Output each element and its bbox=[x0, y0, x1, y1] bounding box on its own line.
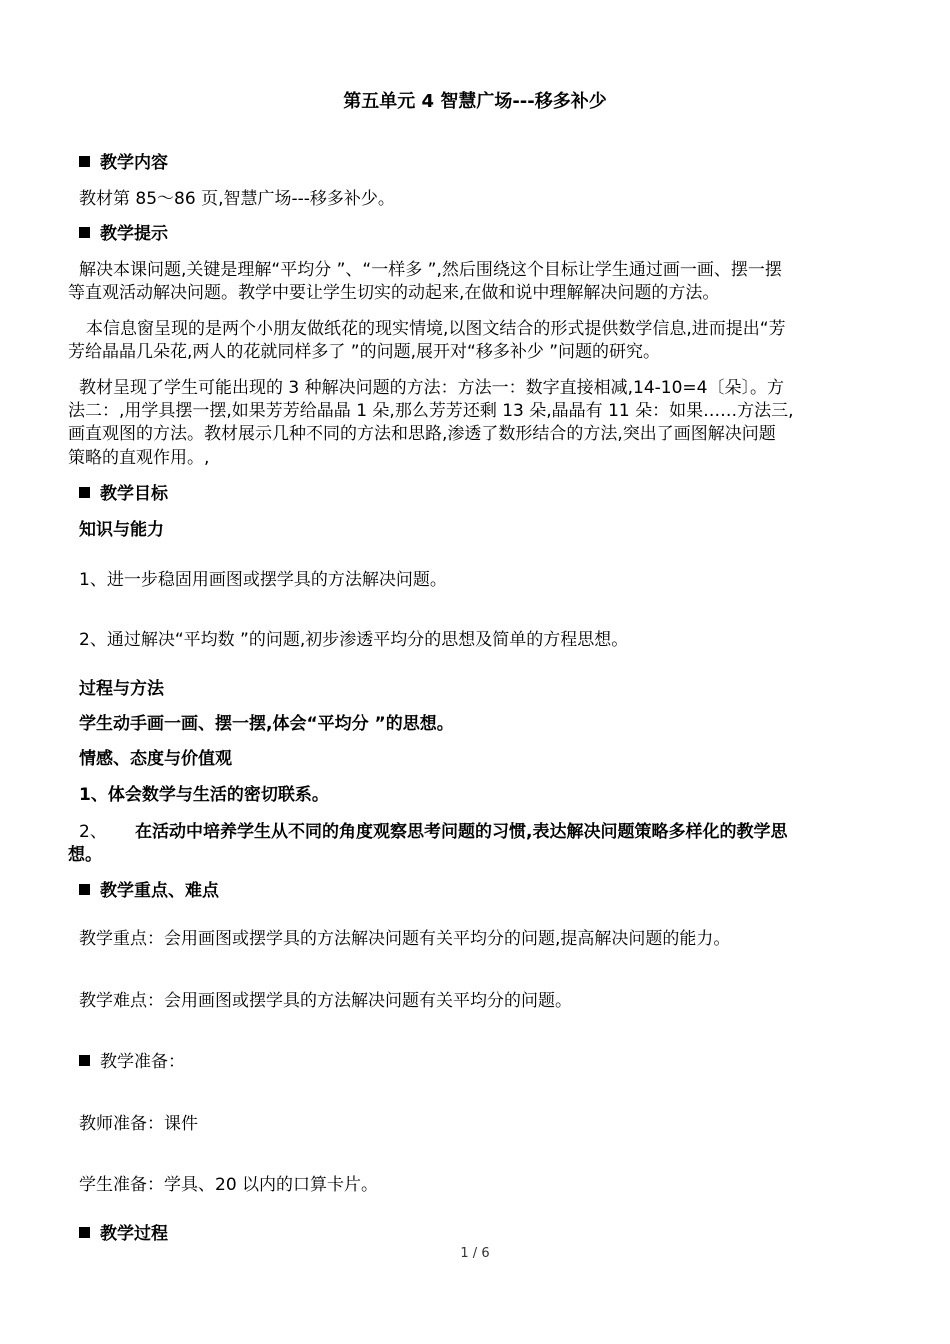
emotion-item-2-number: 2、 bbox=[79, 822, 107, 842]
knowledge-heading: 知识与能力 bbox=[79, 520, 164, 540]
section-heading-key-points: 教学重点、难点 bbox=[79, 876, 219, 901]
emotion-heading: 情感、态度与价值观 bbox=[79, 749, 232, 769]
hint-paragraph-3-line-2: 法二：,用学具摆一摆,如果芳芳给晶晶 1 朵,那么芳芳还剩 13 朵,晶晶有 11 朵：如果……方法三, bbox=[68, 401, 794, 421]
hint-paragraph-2-line-1: 本信息窗呈现的是两个小朋友做纸花的现实情境,以图文结合的形式提供数学信息,进而提出“芳 bbox=[86, 319, 786, 339]
process-method-heading: 过程与方法 bbox=[79, 679, 164, 699]
difficult-point-text: 教学难点：会用画图或摆学具的方法解决问题有关平均分的问题。 bbox=[79, 991, 572, 1011]
hint-paragraph-3-line-1: 教材呈现了学生可能出现的 3 种解决问题的方法：方法一：数字直接相减,14-10=4〔朵〕。方 bbox=[79, 378, 784, 398]
document-title: 第五单元 4 智慧广场---移多补少 bbox=[343, 91, 607, 112]
square-bullet-icon bbox=[79, 156, 90, 167]
content-text: 教材第 85～86 页,智慧广场---移多补少。 bbox=[79, 189, 395, 209]
knowledge-item-2: 2、通过解决“平均数 ”的问题,初步渗透平均分的思想及简单的方程思想。 bbox=[79, 630, 629, 650]
key-point-text: 教学重点：会用画图或摆学具的方法解决问题有关平均分的问题,提高解决问题的能力。 bbox=[79, 929, 731, 949]
square-bullet-icon bbox=[79, 1227, 90, 1238]
square-bullet-icon bbox=[79, 227, 90, 238]
emotion-item-2-continuation: 想。 bbox=[68, 845, 102, 865]
knowledge-item-1: 1、进一步稳固用画图或摆学具的方法解决问题。 bbox=[79, 570, 447, 590]
hint-paragraph-1-line-1: 解决本课问题,关键是理解“平均分 ”、“一样多 ”,然后围绕这个目标让学生通过画一画、摆一摆 bbox=[79, 260, 782, 280]
section-heading-hints: 教学提示 bbox=[79, 219, 168, 244]
section-heading-preparation: 教学准备： bbox=[79, 1047, 185, 1072]
section-heading-goals: 教学目标 bbox=[79, 479, 168, 504]
page-number: 1 / 6 bbox=[460, 1246, 490, 1261]
hint-paragraph-2-line-2: 芳给晶晶几朵花,两人的花就同样多了 ”的问题,展开对“移多补少 ”问题的研究。 bbox=[68, 342, 661, 362]
emotion-item-2-text: 在活动中培养学生从不同的角度观察思考问题的习惯,表达解决问题策略多样化的教学思 bbox=[135, 822, 788, 842]
section-heading-content: 教学内容 bbox=[79, 148, 168, 173]
teacher-preparation: 教师准备：课件 bbox=[79, 1114, 198, 1134]
square-bullet-icon bbox=[79, 884, 90, 895]
student-preparation: 学生准备：学具、20 以内的口算卡片。 bbox=[79, 1175, 379, 1195]
square-bullet-icon bbox=[79, 487, 90, 498]
hint-paragraph-3-line-4: 策略的直观作用。, bbox=[68, 448, 210, 468]
hint-paragraph-3-line-3: 画直观图的方法。教材展示几种不同的方法和思路,渗透了数形结合的方法,突出了画图解决问题 bbox=[68, 424, 776, 444]
section-heading-process: 教学过程 bbox=[79, 1219, 168, 1244]
emotion-item-1: 1、体会数学与生活的密切联系。 bbox=[79, 785, 329, 805]
square-bullet-icon bbox=[79, 1055, 90, 1066]
hint-paragraph-1-line-2: 等直观活动解决问题。教学中要让学生切实的动起来,在做和说中理解解决问题的方法。 bbox=[68, 283, 720, 303]
process-method-text: 学生动手画一画、摆一摆,体会“平均分 ”的思想。 bbox=[79, 714, 454, 734]
